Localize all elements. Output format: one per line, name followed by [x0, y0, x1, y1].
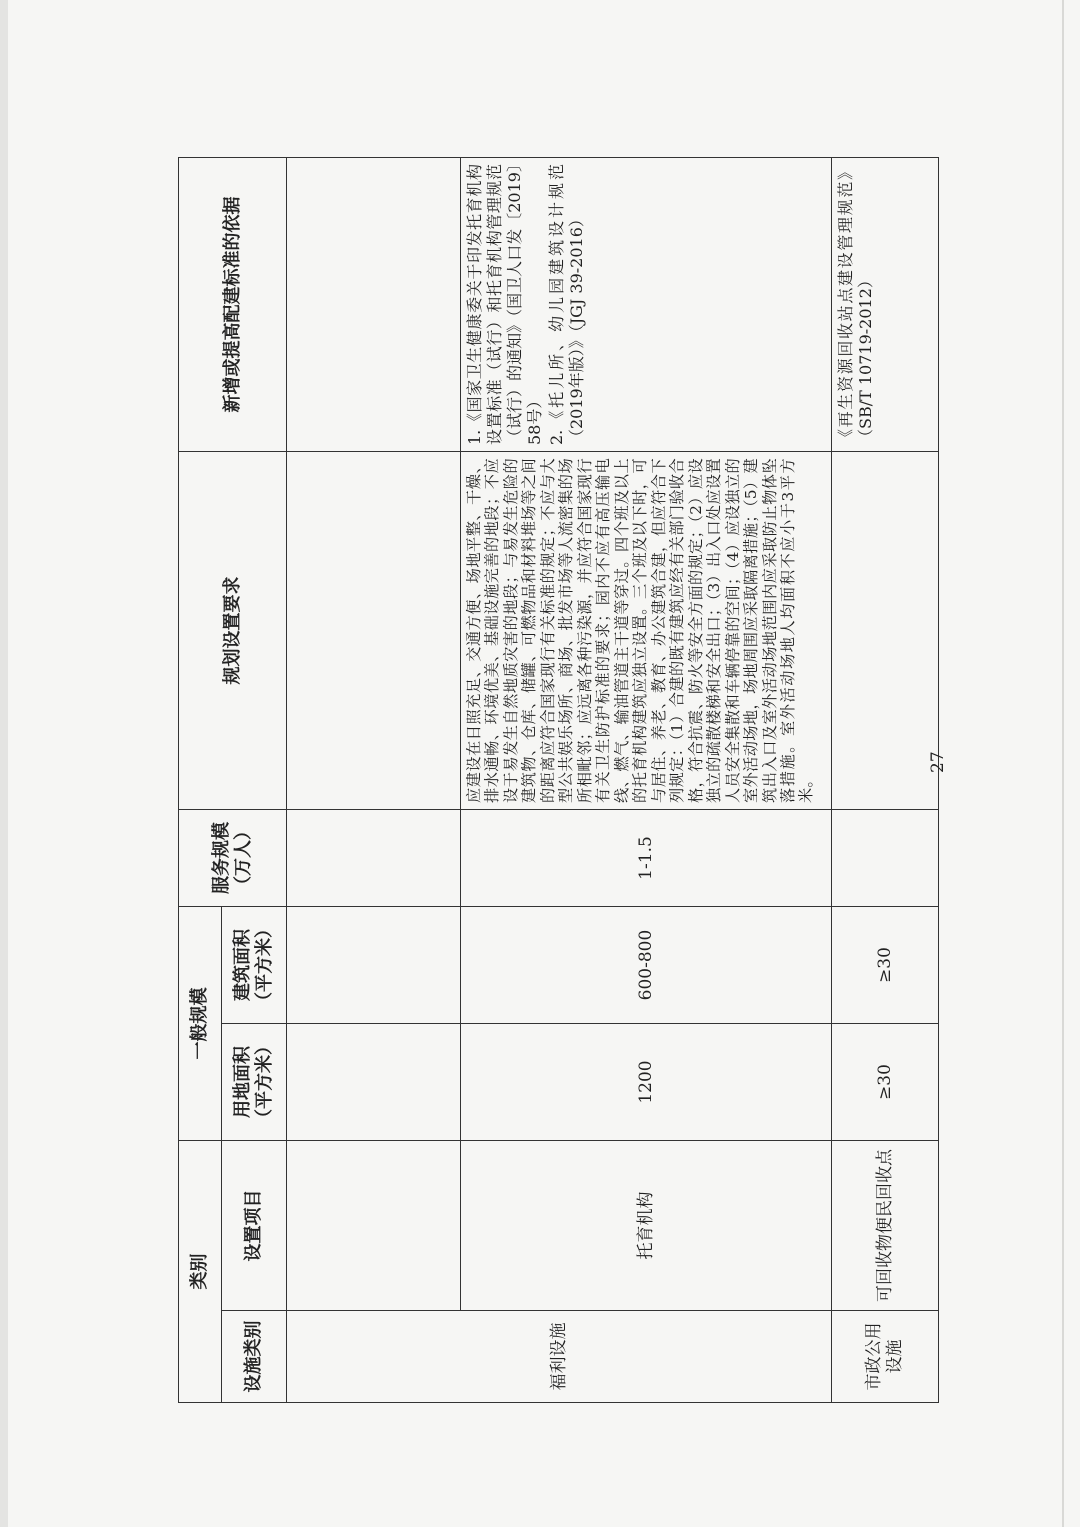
cell-requirements	[461, 452, 832, 810]
header-category-group: 类别	[179, 1141, 222, 1403]
cell-basis	[461, 158, 832, 452]
header-facility-type: 设施类别	[222, 1311, 287, 1403]
cell-requirements-empty	[287, 452, 461, 810]
cell-item: 托育机构	[461, 1141, 832, 1311]
header-basis: 新增或提高配建标准的依据	[179, 158, 287, 452]
cell-basis-empty	[287, 158, 461, 452]
table-row	[287, 158, 461, 1403]
cell-item-empty	[287, 1141, 461, 1311]
cell-building-area: 600-800	[461, 907, 832, 1024]
page-number: 27	[928, 751, 948, 773]
scan-edge-line	[1062, 0, 1064, 1527]
header-building-area: 建筑面积（平方米）	[222, 907, 287, 1024]
header-item: 设置项目	[222, 1141, 287, 1311]
header-scale-group: 一般规模	[179, 907, 222, 1141]
cell-facility-type: 福利设施	[287, 1311, 832, 1403]
cell-service-scale: 1-1.5	[461, 810, 832, 907]
cell-land-area-empty	[287, 1024, 461, 1141]
cell-item-recycling: 可回收物便民回收点	[832, 1141, 939, 1311]
table-row	[461, 158, 832, 1403]
cell-land-area-recycling: ≥30	[832, 1024, 939, 1141]
cell-requirements-recycling	[832, 452, 939, 810]
requirements-text: 应建设在日照充足、交通方便、场地平整、干燥、排水通畅、环境优美、基础设施完善的地段；不应设于易发生自然地质灾害的地段；与易发生危险的建筑物、仓库、储罐、可燃物品和材料堆场等之间的距离应符合国家现行有关标准的规定；不应与大型公共娱乐场所、商场、批发市场等人流密集的场所相毗邻；应远离各种污染源，并应符合国家现行有关卫生防护标准的要求；园内不应有高压输电线、燃气、输油管道主干道等穿过。四个班及以上的托育机构建筑应独立设置。三个班及以下时，可与居住、养老、教育、办公建筑合建，但应符合下列规定：（1）合建的既有建筑应经有关部门验收合格，符合抗震、防火等安全方面的规定；（2）应设独立的疏散楼梯和安全出口；（3）出入口处应设置人员安全集散和车辆停靠的空间；（4）应设独立的室外活动场地，场地周围应采取隔离措施；（5）建筑出入口及室外活动场地范围内应采取防止物体坠落措施。室外活动场地人均面积不应小于3平方米。	[465, 458, 816, 803]
header-service-scale: 服务规模（万人）	[179, 810, 287, 907]
basis-item-1: 1.《国家卫生健康委关于印发托育机构设置标准（试行）和托育机构管理规范（试行）的通知》（国卫人口发〔2019〕58号）	[465, 164, 544, 445]
cell-service-scale-empty	[287, 810, 461, 907]
table-row	[832, 158, 939, 1403]
facility-spec-table	[178, 157, 939, 1403]
header-land-area: 用地面积（平方米）	[222, 1024, 287, 1141]
rotated-table-wrapper	[178, 158, 903, 1403]
basis-item-2: 2.《托儿所、幼儿园建筑设计规范（2019年版）》（JGJ 39-2016）	[547, 164, 586, 445]
cell-land-area: 1200	[461, 1024, 832, 1141]
cell-building-area-empty	[287, 907, 461, 1024]
basis-recycling-text: 《再生资源回收站点建设管理规范》（SB/T 10719-2012）	[836, 164, 875, 445]
cell-facility-type-municipal: 市政公用设施	[832, 1311, 939, 1403]
header-row-1	[179, 158, 222, 1403]
cell-building-area-recycling: ≥30	[832, 907, 939, 1024]
cell-service-scale-recycling	[832, 810, 939, 907]
header-planning-requirements: 规划设置要求	[179, 452, 287, 810]
scan-shadow	[0, 0, 8, 1527]
cell-basis-recycling	[832, 158, 939, 452]
